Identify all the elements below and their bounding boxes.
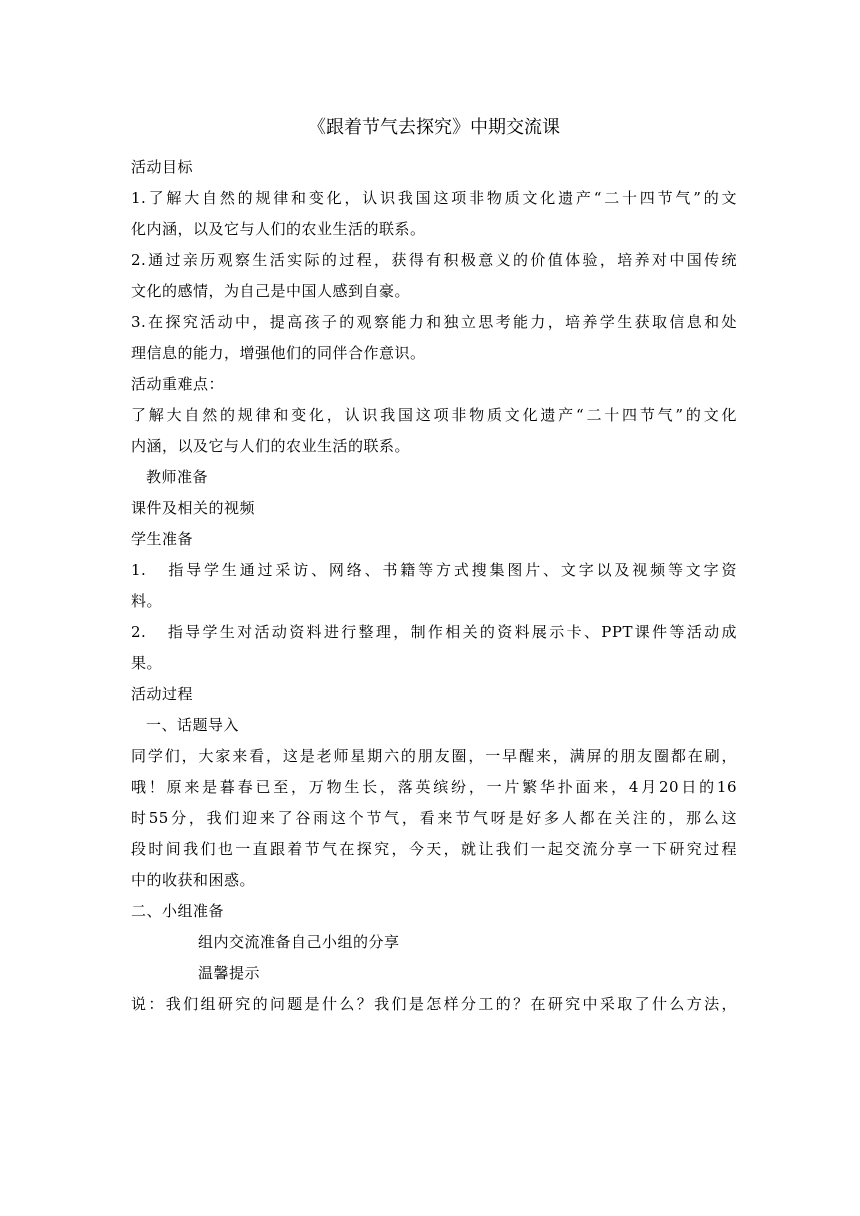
intro-paragraph-line-2: 哦！原来是暮春已至，万物生长，落英缤纷，一片繁华扑面来，4月20日的16 bbox=[131, 778, 737, 796]
student-prep-item-2 bbox=[131, 617, 737, 648]
goal-1-line-2: 化内涵，以及它与人们的农业生活的联系。 bbox=[131, 220, 426, 238]
list-number: 1. bbox=[131, 561, 147, 579]
heading-teacher-prep: 教师准备 bbox=[146, 468, 209, 486]
heading-group-prep: 二、小组准备 bbox=[131, 902, 225, 920]
intro-paragraph-line-4: 段时间我们也一直跟着节气在探究，今天，就让我们一起交流分享一下研究过程 bbox=[131, 840, 737, 858]
student-prep-item-1-text: 指导学生通过采访、网络、书籍等方式搜集图片、文字以及视频等文字资 bbox=[166, 561, 737, 579]
student-prep-item-1 bbox=[131, 555, 737, 586]
warm-tip-text: 说：我们组研究的问题是什么？我们是怎样分工的？在研究中采取了什么方法， bbox=[131, 995, 737, 1013]
teacher-prep-text: 课件及相关的视频 bbox=[131, 499, 256, 517]
heading-key-points: 活动重难点： bbox=[131, 375, 225, 393]
heading-topic-intro: 一、话题导入 bbox=[146, 716, 240, 734]
goal-3-line-2: 理信息的能力，增强他们的同伴合作意识。 bbox=[131, 344, 426, 362]
group-prep-text: 组内交流准备自己小组的分享 bbox=[198, 933, 400, 951]
goal-2-line-2: 文化的感情，为自己是中国人感到自豪。 bbox=[131, 282, 411, 300]
warm-tip-heading: 温馨提示 bbox=[198, 964, 261, 982]
student-prep-item-1-cont: 料。 bbox=[131, 592, 163, 610]
heading-student-prep: 学生准备 bbox=[131, 530, 194, 548]
heading-activity-process: 活动过程 bbox=[131, 685, 194, 703]
document-title: 《跟着节气去探究》中期交流课 bbox=[308, 117, 560, 138]
student-prep-item-2-text: 指导学生对活动资料进行整理，制作相关的资料展示卡、PPT课件等活动成 bbox=[166, 623, 737, 641]
goal-2-line-1: 2.通过亲历观察生活实际的过程，获得有积极意义的价值体验，培养对中国传统 bbox=[131, 251, 737, 269]
intro-paragraph-line-1: 同学们，大家来看，这是老师星期六的朋友圈，一早醒来，满屏的朋友圈都在刷， bbox=[131, 747, 737, 765]
key-points-line-1: 了解大自然的规律和变化，认识我国这项非物质文化遗产“二十四节气”的文化 bbox=[131, 406, 737, 424]
heading-activity-goals: 活动目标 bbox=[131, 158, 194, 176]
intro-paragraph-line-5: 中的收获和困惑。 bbox=[131, 871, 256, 889]
key-points-line-2: 内涵，以及它与人们的农业生活的联系。 bbox=[131, 437, 411, 455]
goal-3-line-1: 3.在探究活动中，提高孩子的观察能力和独立思考能力，培养学生获取信息和处 bbox=[131, 313, 737, 331]
list-number: 2. bbox=[131, 623, 147, 641]
goal-1-line-1: 1.了解大自然的规律和变化，认识我国这项非物质文化遗产“二十四节气”的文 bbox=[131, 189, 737, 207]
student-prep-item-2-cont: 果。 bbox=[131, 654, 163, 672]
document-page bbox=[131, 112, 737, 1020]
intro-paragraph-line-3: 时55分，我们迎来了谷雨这个节气，看来节气呀是好多人都在关注的，那么这 bbox=[131, 809, 737, 827]
